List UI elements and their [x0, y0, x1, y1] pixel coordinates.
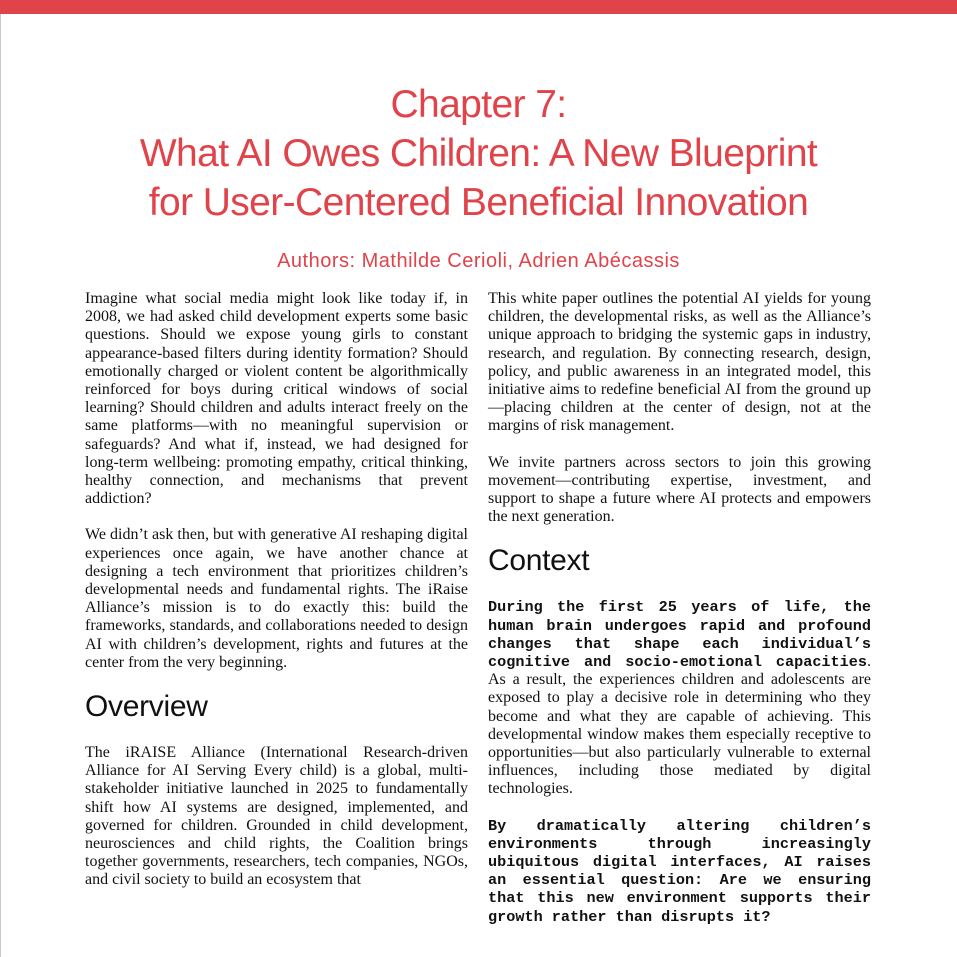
left-column: [85, 290, 468, 908]
intro-paragraph-2: We didn’t ask then, but with generative AI reshaping digital experiences once again, we have another chance at designing a tech environment that prioritizes children’s developmental needs and fundamental rights. The iRaise Alliance’s mission is to do exactly this: build the frameworks, standards, and collaborations needed to design AI with children’s development, rights and futures at the center from the very beginning.: [85, 526, 468, 671]
context-bold-lead: During the first 25 years of life, the human brain undergoes rapid and profound changes that shape each individual’s cognitive and socio-emotional capacities: [488, 598, 871, 672]
authors-line: Authors: Mathilde Cerioli, Adrien Abécassis: [277, 250, 680, 272]
intro-paragraph-1: Imagine what social media might look like today if, in 2008, we had asked child development experts some basic questions. Should we expose young girls to constant appearance-based filters during identity formation? Should emotionally charged or violent content be algorithmically reinforced for boys during critical windows of social learning? Should children and adults interact freely on the same platforms—with no meaningful supervision or safeguards? And what if, instead, we had designed for long-term wellbeing: promoting empathy, critical thinking, healthy connection, and mechanisms that prevent addiction?: [85, 290, 468, 508]
whitepaper-paragraph: This white paper outlines the potential AI yields for young children, the developmental risks, as well as the Alliance’s unique approach to bridging the systemic gaps in industry, research, and regulation. By connecting research, design, policy, and public awareness in an integrated model, this initiative aims to redefine beneficial AI from the ground up—placing children at the center of design, not at the margins of risk management.: [488, 290, 871, 435]
context-body-text: . As a result, the experiences children and adolescents are exposed to play a decisive role in determining who they become and what they are capable of achieving. This developmental window makes them especially receptive to opportunities—but also particularly vulnerable to external influences, including those mediated by digital technologies.: [488, 653, 871, 798]
chapter-title-line-1: What AI Owes Children: A New Blueprint: [139, 132, 818, 175]
right-column: [488, 290, 871, 944]
top-accent-bar: [0, 0, 957, 14]
overview-heading: Overview: [85, 690, 208, 724]
context-paragraph-2: [488, 817, 871, 926]
overview-paragraph: The iRAISE Alliance (International Research-driven Alliance for AI Serving Every child) is a global, multi-stakeholder initiative launched in 2025 to fundamentally shift how AI systems are designed, implemented, and governed for children. Grounded in child development, neurosciences and child rights, the Coalition brings together governments, researchers, tech companies, NGOs, and civil society to build an ecosystem that: [85, 744, 468, 889]
chapter-title-line-2: for User-Centered Beneficial Innovation: [148, 181, 809, 224]
chapter-number: Chapter 7:: [390, 83, 567, 126]
chapter-header: [0, 80, 957, 273]
context-heading: Context: [488, 544, 590, 578]
invitation-paragraph: We invite partners across sectors to join this growing movement—contributing expertise, investment, and support to shape a future where AI protects and empowers the next generation.: [488, 453, 871, 526]
context-paragraph-1: [488, 598, 871, 798]
context-bold-question: By dramatically altering children’s environments through increasingly ubiquitous digital interfaces, AI raises an essential question: Are we ensuring that this new environment supports their growth rather than disrupts it?: [488, 816, 871, 926]
